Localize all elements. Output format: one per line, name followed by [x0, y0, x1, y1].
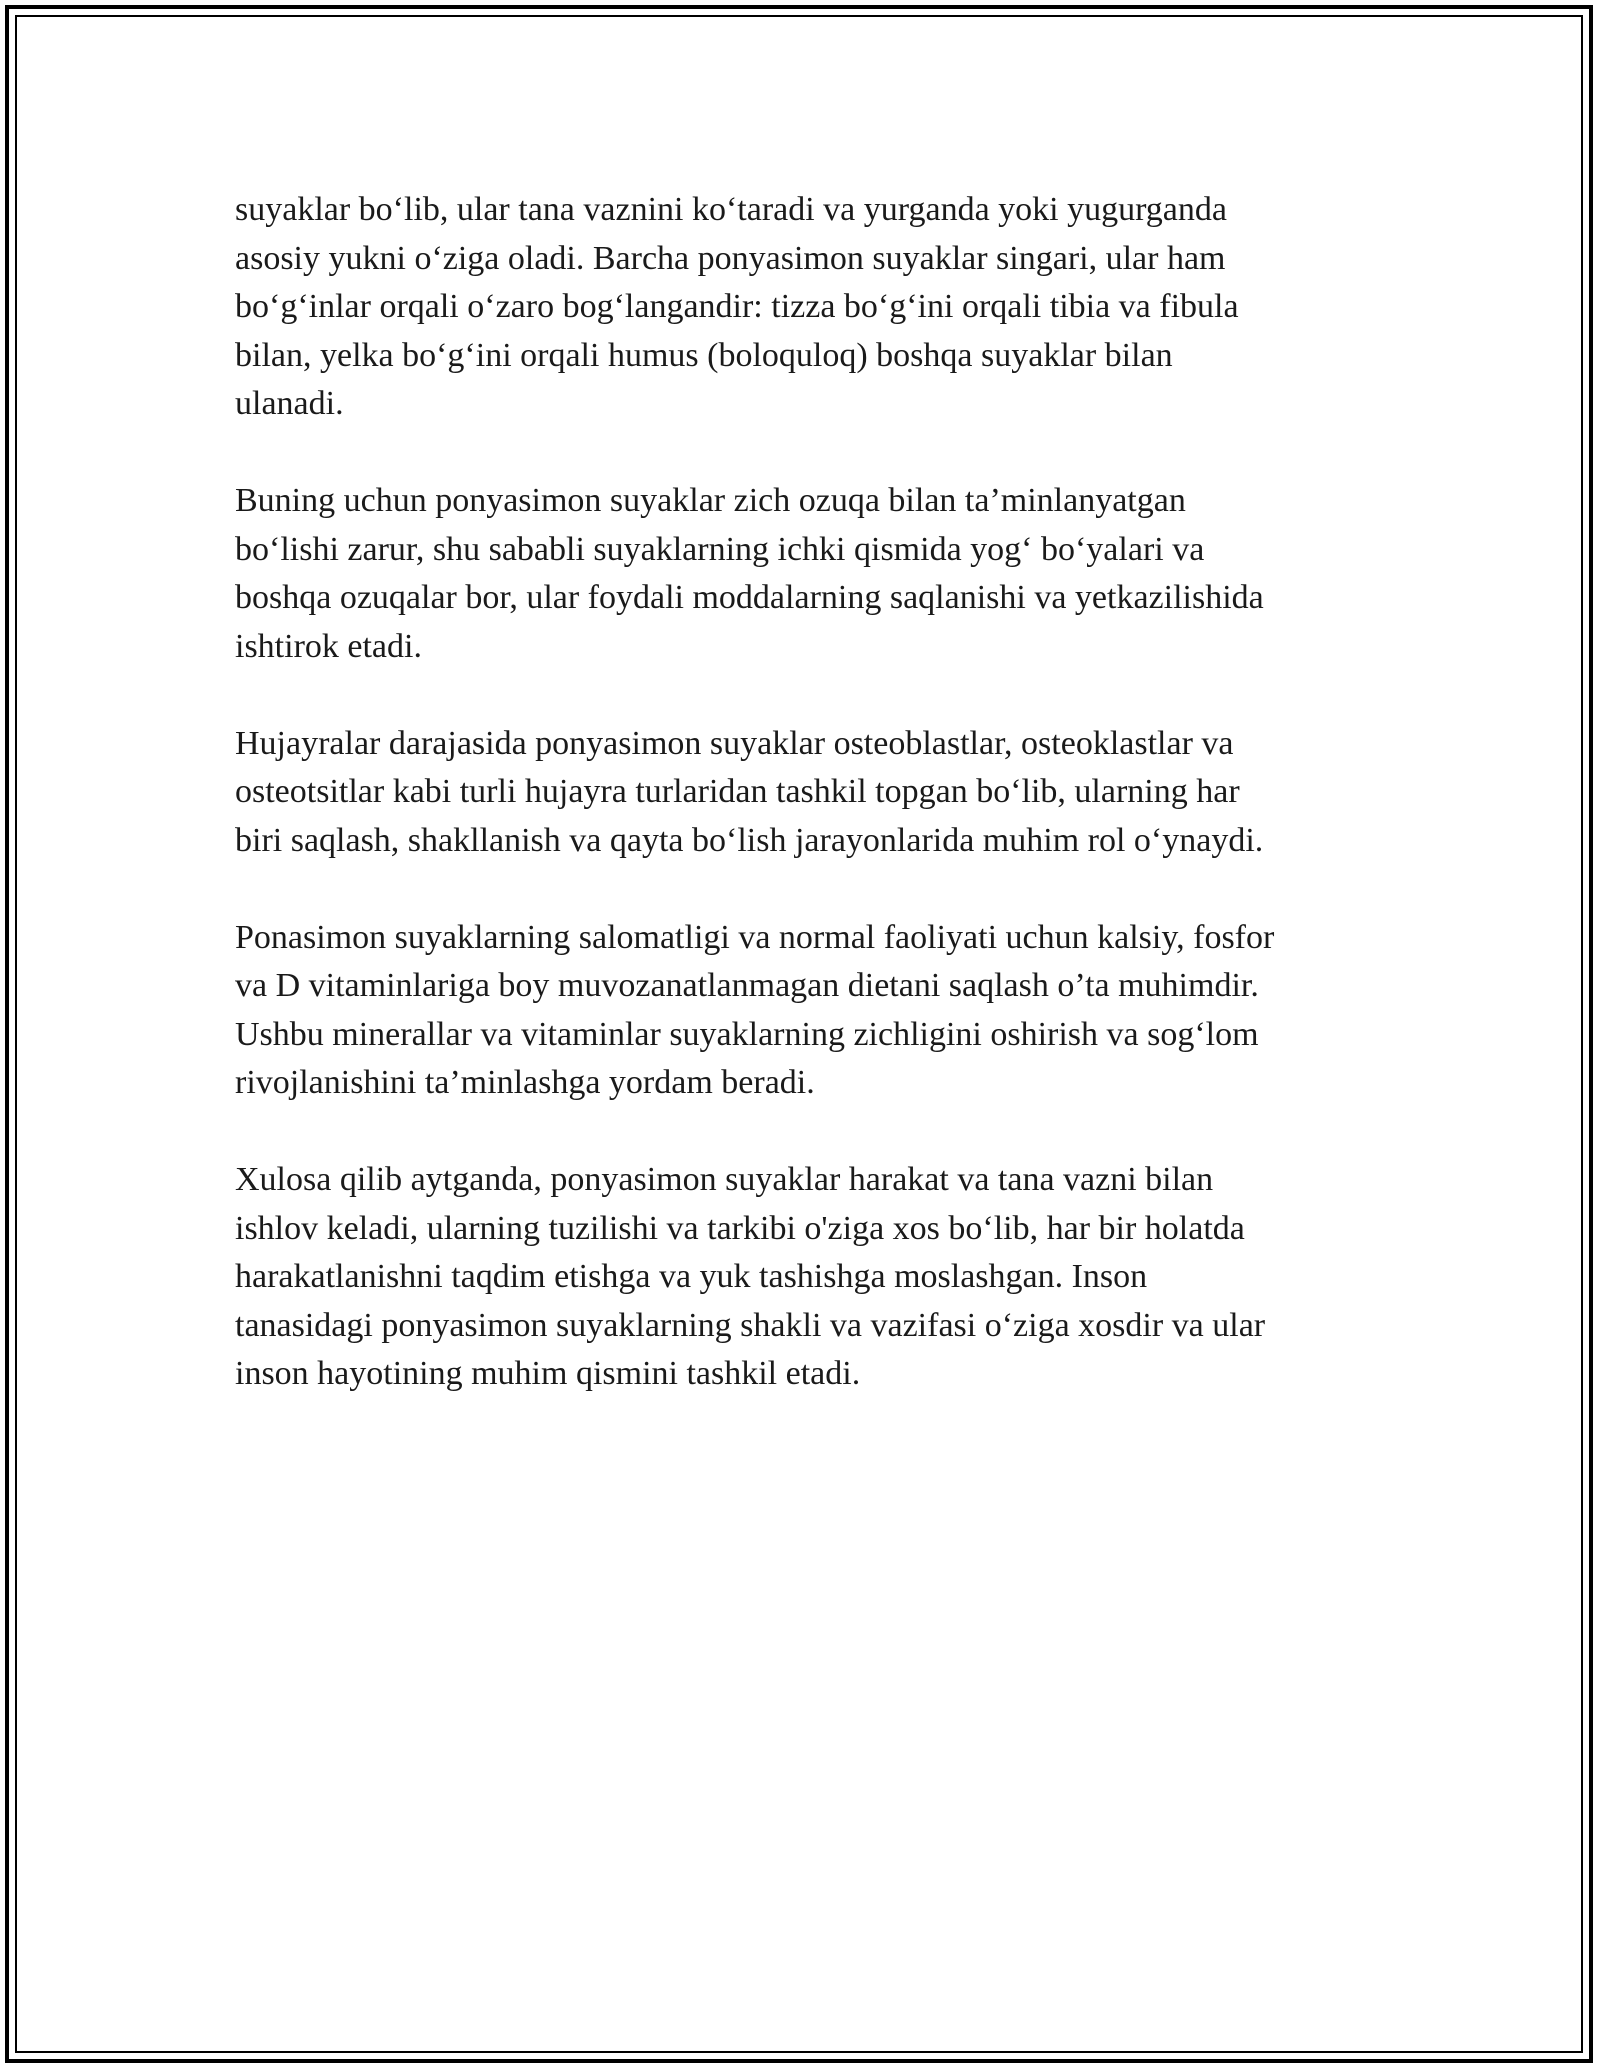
- text-line: asosiy yukni o‘ziga oladi. Barcha ponyasimon suyaklar singari, ular ham: [235, 239, 1226, 277]
- text-line: biri saqlash, shakllanish va qayta bo‘lish jarayonlarida muhim rol o‘ynaydi.: [235, 821, 1264, 859]
- text-line: Hujayralar darajasida ponyasimon suyaklar osteoblastlar, osteoklastlar va: [235, 724, 1234, 762]
- text-line: Ponasimon suyaklarning salomatligi va normal faoliyati uchun kalsiy, fosfor: [235, 918, 1275, 956]
- text-line: bo‘lishi zarur, shu sababli suyaklarning ichki qismida yog‘ bo‘yalari va: [235, 530, 1205, 568]
- text-line: suyaklar bo‘lib, ular tana vaznini ko‘taradi va yurganda yoki yugurganda: [235, 191, 1227, 228]
- text-line: va D vitaminlariga boy muvozanatlanmagan dietani saqlash o’ta muhimdir.: [235, 967, 1259, 1004]
- text-line: Ushbu minerallar va vitaminlar suyaklarning zichligini oshirish va sog‘lom: [235, 1015, 1259, 1053]
- text-line: bilan, yelka bo‘g‘ini orqali humus (boloquloq) boshqa suyaklar bilan: [235, 336, 1173, 374]
- text-line: boshqa ozuqalar bor, ular foydali moddalarning saqlanishi va yetkazilishida: [235, 579, 1264, 616]
- paragraph-5: [235, 1156, 1375, 1399]
- text-line: harakatlanishni taqdim etishga va yuk tashishga moslashgan. Inson: [235, 1258, 1148, 1295]
- text-line: inson hayotining muhim qismini tashkil etadi.: [235, 1355, 861, 1392]
- text-line: ishtirok etadi.: [235, 627, 422, 665]
- text-line: ishlov keladi, ularning tuzilishi va tarkibi o'ziga xos bo‘lib, har bir holatda: [235, 1209, 1245, 1247]
- text-line: ulanadi.: [235, 385, 344, 422]
- paragraph-3: [235, 720, 1375, 866]
- text-line: Xulosa qilib aytganda, ponyasimon suyaklar harakat va tana vazni bilan: [235, 1161, 1214, 1198]
- paragraph-1: [235, 186, 1375, 429]
- paragraph-4: [235, 914, 1375, 1108]
- text-line: Buning uchun ponyasimon suyaklar zich ozuqa bilan ta’minlanyatgan: [235, 482, 1186, 519]
- text-line: osteotsitlar kabi turli hujayra turlaridan tashkil topgan bo‘lib, ularning har: [235, 773, 1240, 810]
- text-line: rivojlanishini ta’minlashga yordam beradi.: [235, 1064, 815, 1101]
- document-body: [235, 186, 1375, 1447]
- text-line: bo‘g‘inlar orqali o‘zaro bog‘langandir: tizza bo‘g‘ini orqali tibia va fibula: [235, 288, 1239, 325]
- text-line: tanasidagi ponyasimon suyaklarning shakli va vazifasi o‘ziga xosdir va ular: [235, 1306, 1266, 1344]
- paragraph-2: [235, 477, 1375, 671]
